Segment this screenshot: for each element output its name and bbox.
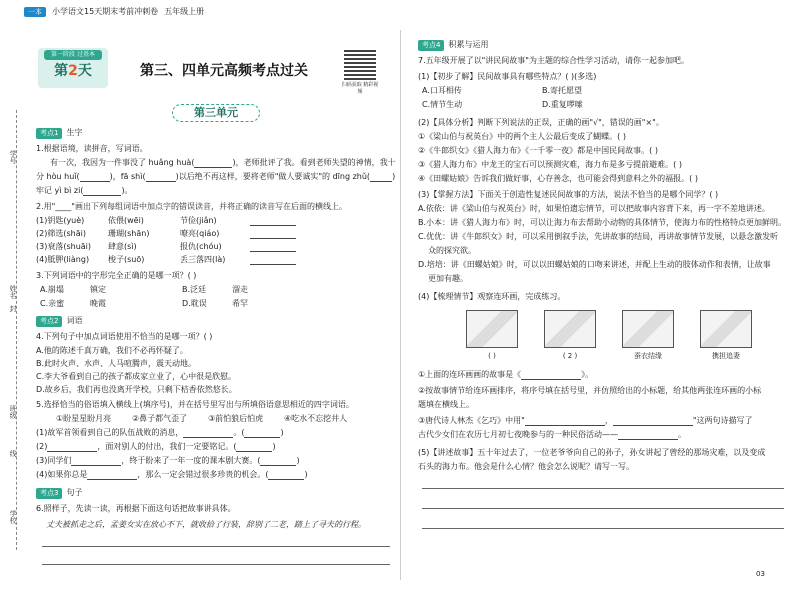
q7-3-option-d-cont: 更加有趣。 [428, 274, 468, 283]
comic-panel-3 [622, 310, 674, 348]
q2-row-1: (1)钥匙(yuè) 依偎(wēi) 节俭(jiǎn) [36, 216, 296, 226]
gutter-label-school: 学校 [9, 510, 18, 524]
q4-option-b: B.此时火声、水声、人马喧腾声，震天动地。 [36, 359, 197, 368]
q7-part-1: (1)【初步了解】民间故事具有哪些特点？( )(多选) [418, 72, 597, 81]
comic-caption-3: 蚕衣结缘 [634, 352, 662, 360]
binding-gutter [2, 110, 26, 580]
question-5: 5.选择恰当的俗语填入横线上(填序号)，并在括号里写出与所填俗语意思相近的四字词语。 [36, 400, 354, 409]
gutter-label-seal: 封 [9, 305, 18, 312]
q7-2-item-4: ④《田螺姑娘》告诉我们做好事，心存善念，也可能会得到意料之外的福报。( ) [418, 174, 698, 183]
q7-2-item-1: ①《梁山伯与祝英台》中的两个主人公最后变成了蝴蝶。( ) [418, 132, 626, 141]
question-6: 6.照样子，先读一读，再根据下面这句话把故事讲具体。 [36, 504, 236, 513]
q1-line-2: 分 hòu huǐ( )，fā shì( )以后绝不再这样，要将老师"做人要诚实"的 dīng zhǔ( ) [36, 172, 396, 181]
answer-blank[interactable] [618, 431, 678, 440]
left-column [36, 128, 396, 578]
answer-blank[interactable] [146, 173, 176, 182]
comic-panel-2 [544, 310, 596, 348]
stage-label: 第一阶段 过基本 [44, 50, 102, 60]
q7-4-1: ①上面的连环画画的故事是《 》。 [418, 370, 594, 379]
day-badge [38, 48, 108, 88]
q7-part-3: (3)【掌握方法】下面关于创造性复述民间故事的方法，说法不恰当的是哪个同学？( ) [418, 190, 719, 199]
answer-blank[interactable] [521, 371, 581, 380]
gutter-label-id: 学号 [9, 150, 18, 164]
q7-4-2-cont: 题填在横线上。 [418, 400, 474, 409]
q1-line-1: 有一次，我因为一件事没了 huǎng huà( )，老师批评了我。看到老师失望的神情，我十 [50, 158, 396, 167]
q7-part-4: (4)【梳理情节】观察连环画，完成练习。 [418, 292, 566, 301]
q6-example: 丈夫被抓走之后，孟姜女实在放心不下，就收拾了行装，辞别了二老，踏上了寻夫的行程。 [46, 520, 366, 529]
answer-blank[interactable] [71, 457, 121, 466]
question-2: 2.用"____"画出下列每组词语中加点字的错误读音，并将正确的读音写在后面的横线上。 [36, 202, 347, 211]
q5-line-3: (3)同学们 ，终于盼来了一年一度的课本剧大赛。( ) [36, 456, 300, 465]
comic-caption-4: 携担追妻 [712, 352, 740, 360]
answer-blank[interactable] [236, 443, 272, 452]
section-heading-2: 考点2 词语 [36, 316, 82, 327]
q7-part-5-cont: 石头的海力布。他会是什么心情？他会怎么说呢？请写一写。 [418, 462, 634, 471]
comic-caption-2: ( 2 ) [562, 352, 578, 360]
comic-panel-4 [700, 310, 752, 348]
answer-blank[interactable] [80, 173, 110, 182]
q7-2-item-3: ③《猎人海力布》中龙王的宝石可以预测灾难，海力布是多亏提前避难。( ) [418, 160, 682, 169]
answer-blank[interactable] [83, 187, 121, 196]
question-1: 1.根据语境，读拼音，写词语。 [36, 144, 148, 153]
q7-part-2: (2)【具体分析】判断下列说法的正误，正确的画"√"，错误的画"×"。 [418, 118, 664, 127]
book-title: 小学语文15天期末考前冲刺卷 [52, 6, 159, 16]
q4-option-c: C.李大爷看到自己的孩子都成家立业了，心中很是欣慰。 [36, 372, 237, 381]
answer-blank[interactable] [525, 417, 605, 426]
q7-2-item-2: ②《牛郎织女》《猎人海力布》《一千零一夜》都是中国民间故事。( ) [418, 146, 658, 155]
answer-blank[interactable] [260, 457, 296, 466]
answer-blank[interactable] [194, 159, 232, 168]
column-divider [400, 30, 401, 580]
top-header [24, 5, 204, 19]
writing-line[interactable] [422, 528, 784, 529]
answer-blank[interactable] [370, 173, 392, 182]
question-3: 3.下列词语中的字形完全正确的是哪一项？( ) [36, 271, 197, 280]
unit-banner: 第三单元 [172, 104, 260, 122]
q7-4-3-cont: 古代少女们在农历七月初七夜晚参与的一种民俗活动—— 。 [418, 430, 686, 439]
q7-3-option-b: B.小本：讲《猎人海力布》时，可以让海力布去帮助小动物的具体情节，使海力布的性格特点更加鲜明。 [418, 218, 787, 227]
q7-1-options-2: C.情节生动 D.重复啰嗦 [422, 100, 583, 109]
gutter-label-line: 线 [9, 450, 18, 457]
answer-blank[interactable] [47, 443, 97, 452]
answer-blank[interactable] [250, 256, 296, 265]
q3-options-2: C.亲蜜 晚霞 D.耽误 希罕 [40, 299, 248, 308]
answer-blank[interactable] [268, 471, 304, 480]
q2-row-4: (4)胝胛(liàng) 梭子(suō) 丢三落四(là) [36, 255, 296, 265]
q4-option-d: D.故乡后，我们再也没离开学校，只剩下桔香依然悠长。 [36, 385, 237, 394]
q7-4-3: ③唐代诗人林杰《乞巧》中用" ， "这两句诗描写了 [418, 416, 753, 425]
q7-3-option-d: D.培培：讲《田螺姑娘》时，可以以田螺姑娘的口吻来讲述，并配上生动的肢体动作和表情，让故事 [418, 260, 771, 269]
section-heading-1: 考点1 生字 [36, 128, 82, 139]
right-column [418, 40, 790, 570]
gutter-label-name: 姓名 [9, 285, 18, 299]
writing-line[interactable] [422, 508, 784, 509]
writing-line[interactable] [422, 488, 784, 489]
answer-blank[interactable] [250, 230, 296, 239]
answer-blank[interactable] [183, 429, 233, 438]
q7-part-5: (5)【讲述故事】五十年过去了，一位老爷爷向自己的孙子，孙女讲起了曾经的那场灾难，以及变成 [418, 448, 766, 457]
q7-1-options-1: A.口耳相传 B.寄托愿望 [422, 86, 583, 95]
qr-code-icon[interactable] [344, 48, 376, 80]
answer-blank[interactable] [244, 429, 280, 438]
q4-option-a: A.他的陈述千真万确，我们不必再怀疑了。 [36, 346, 188, 355]
q5-line-2: (2) ，面对别人的付出，我们一定要铭记。( ) [36, 442, 276, 451]
page-title: 第三、四单元高频考点过关 [140, 63, 308, 79]
question-7: 7.五年级开展了以"讲民间故事"为主题的综合性学习活动，请你一起参加吧。 [418, 56, 689, 65]
comic-caption-1[interactable]: ( ) [488, 352, 496, 360]
brand-badge: 一本 [24, 7, 46, 17]
q7-4-2: ②按故事情节给连环画排序，将序号填在括号里，并仿照给出的小标题，给其他两张连环画的小标 [418, 386, 762, 395]
q5-options: ①盼星星盼月亮 ②鼻子都气歪了 ③前怕狼后怕虎 ④吃水不忘挖井人 [56, 414, 348, 423]
section-heading-4: 考点4 积累与运用 [418, 40, 488, 51]
q5-line-1: (1)故军首领看到自己的队伍战败的消息， 。( ) [36, 428, 284, 437]
dashed-cut-line [16, 110, 17, 550]
comic-panel-1 [466, 310, 518, 348]
day-number: 第2天 [54, 63, 92, 79]
q2-row-3: (3)衰落(shuāi) 肆意(sì) 报仇(chóu) [36, 242, 296, 252]
qr-caption: 扫码获取 精彩视频 [341, 82, 379, 95]
writing-line[interactable] [42, 546, 390, 547]
q1-line-3: 牢记 yì bì zi( )。 [36, 186, 133, 195]
q5-line-4: (4)如果你总是 ，那么一定会错过很多珍贵的机会。( ) [36, 470, 308, 479]
page-number: 03 [756, 570, 765, 578]
q7-3-option-c: C.优优：讲《牛郎织女》时，可以采用倒叙手法，先讲故事的结局，再讲故事情节发展，以悬念激发听 [418, 232, 779, 241]
answer-blank[interactable] [250, 243, 296, 252]
answer-blank[interactable] [250, 217, 296, 226]
writing-line[interactable] [42, 564, 390, 565]
gutter-label-class: 班级 [9, 405, 18, 419]
q3-options-1: A.崩塌 镇定 B.泛廷 溜走 [40, 285, 248, 294]
answer-blank[interactable] [613, 417, 693, 426]
q7-3-option-a: A.依依：讲《梁山伯与祝英台》时，如果怕遗忘情节，可以把故事内容背下来，再一字不差地讲述。 [418, 204, 770, 213]
q7-3-option-c-cont: 众的探究欲。 [428, 246, 476, 255]
grade-label: 五年级上册 [164, 6, 205, 16]
q2-row-2: (2)筛选(shāi) 珊瑚(shān) 嘹亮(qiáo) [36, 229, 296, 239]
answer-blank[interactable] [87, 471, 137, 480]
section-heading-3: 考点3 句子 [36, 488, 82, 499]
question-4: 4.下列句子中加点词语使用不恰当的是哪一项？( ) [36, 332, 213, 341]
